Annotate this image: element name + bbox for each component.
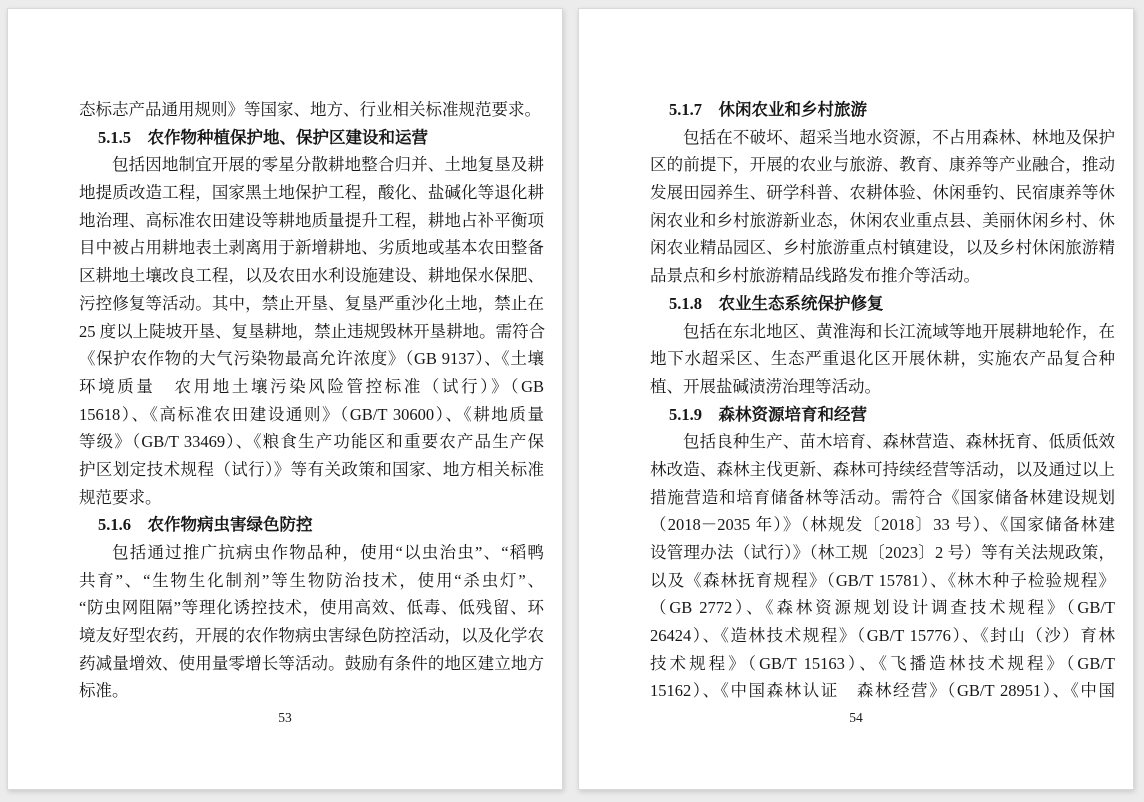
page-53-text [79, 96, 544, 705]
page-number: 53 [278, 710, 292, 725]
text-line: 共育”、“生物生化制剂”等生物防治技术，使用“杀虫灯”、 [79, 570, 544, 590]
text-line: （GB 2772）、《森林资源规划设计调查技术规程》（GB/T [650, 598, 1115, 618]
text-line: 15618）、《高标准农田建设通则》（GB/T 30600）、《耕地质量 [79, 404, 544, 424]
text-line: 闲农业精品园区、乡村旅游重点村镇建设，以及乡村休闲旅游精 [650, 238, 1115, 258]
text-line: 地下水超采区、生态严重退化区开展休耕，实施农产品复合种 [650, 349, 1115, 369]
text-line: 护区划定技术规程（试行）》等有关政策和国家、地方相关标准 [79, 459, 544, 479]
text-line: 包括在东北地区、黄淮海和长江流域等地开展耕地轮作，在 [683, 321, 1115, 341]
text-line: 包括良种生产、苗木培育、森林营造、森林抚育、低质低效 [683, 432, 1115, 452]
text-line: 地提质改造工程，国家黑土地保护工程，酸化、盐碱化等退化耕 [79, 183, 544, 203]
text-line: 设管理办法（试行）》（林工规〔2023〕2 号）等有关法规政策， [650, 543, 1115, 562]
text-line: 闲农业和乡村旅游新业态，休闲农业重点县、美丽休闲乡村、休 [650, 210, 1115, 230]
text-line: 26424）、《造林技术规程》（GB/T 15776）、《封山（沙）育林 [650, 626, 1115, 646]
text-line: 等级》（GB/T 33469）、《粮食生产功能区和重要农产品生产保 [79, 432, 544, 452]
text-line: 品景点和乡村旅游精品线路发布推介等活动。 [650, 266, 980, 286]
text-line: 污控修复等活动。其中，禁止开垦、复垦严重沙化土地，禁止在 [79, 293, 544, 313]
text-line: “防虫网阻隔”等理化诱控技术，使用高效、低毒、低残留、环 [79, 598, 544, 618]
text-line: 《保护农作物的大气污染物最高允许浓度》（GB 9137）、《土壤 [79, 349, 544, 369]
text-line: 态标志产品通用规则》等国家、地方、行业相关标准规范要求。 [79, 100, 541, 119]
section-heading-5-1-6: 5.1.6 农作物病虫害绿色防控 [98, 515, 313, 535]
page-54 [578, 8, 1134, 790]
text-line: 措施营造和培育储备林等活动。需符合《国家储备林建设规划 [650, 487, 1115, 507]
text-line: 目中被占用耕地表土剥离用于新增耕地、劣质地或基本农田整备 [79, 238, 544, 258]
section-heading-5-1-9: 5.1.9 森林资源培育和经营 [669, 404, 867, 424]
section-heading-5-1-5: 5.1.5 农作物种植保护地、保护区建设和运营 [98, 127, 428, 147]
text-line: 规范要求。 [79, 487, 162, 507]
text-line: 以及《森林抚育规程》（GB/T 15781）、《林木种子检验规程》 [650, 570, 1115, 590]
text-line: 环境质量 农用地土壤污染风险管控标准（试行）》（GB [79, 376, 544, 396]
text-line: 15162）、《中国森林认证 森林经营》（GB/T 28951）、《中国 [650, 681, 1115, 701]
section-heading-5-1-7: 5.1.7 休闲农业和乡村旅游 [669, 100, 867, 119]
text-line: 地治理、高标准农田建设等耕地质量提升工程，耕地占补平衡项 [79, 210, 544, 230]
text-line: 包括通过推广抗病虫作物品种，使用“以虫治虫”、“稻鸭 [112, 543, 544, 562]
page-54-text [650, 96, 1115, 705]
text-line: 包括在不破坏、超采当地水资源，不占用森林、林地及保护 [683, 127, 1115, 147]
text-line: 境友好型农药，开展的农作物病虫害绿色防控活动，以及化学农 [79, 626, 544, 646]
text-line: 林改造、森林主伐更新、森林可持续经营等活动，以及通过以上 [650, 459, 1115, 479]
text-line: 区的前提下，开展的农业与旅游、教育、康养等产业融合，推动 [650, 155, 1115, 175]
text-line: 区耕地土壤改良工程，以及农田水利设施建设、耕地保水保肥、 [79, 266, 544, 286]
page-53 [7, 8, 563, 790]
text-line: 标准。 [79, 681, 129, 701]
text-line: 技术规程》（GB/T 15163）、《飞播造林技术规程》（GB/T [650, 653, 1115, 673]
text-line: 25 度以上陡坡开垦、复垦耕地，禁止违规毁林开垦耕地。需符合 [79, 321, 546, 341]
text-line: 发展田园养生、研学科普、农耕体验、休闲垂钓、民宿康养等休 [650, 183, 1115, 203]
section-heading-5-1-8: 5.1.8 农业生态系统保护修复 [669, 293, 884, 313]
text-line: 药减量增效、使用量零增长等活动。鼓励有条件的地区建立地方 [79, 653, 544, 673]
page-number: 54 [849, 710, 863, 725]
text-line: 植、开展盐碱渍涝治理等活动。 [650, 376, 881, 396]
text-line: 包括因地制宜开展的零星分散耕地整合归并、土地复垦及耕 [112, 155, 544, 175]
text-line: （2018－2035 年）》（林规发〔2018〕33 号）、《国家储备林建 [650, 515, 1115, 535]
